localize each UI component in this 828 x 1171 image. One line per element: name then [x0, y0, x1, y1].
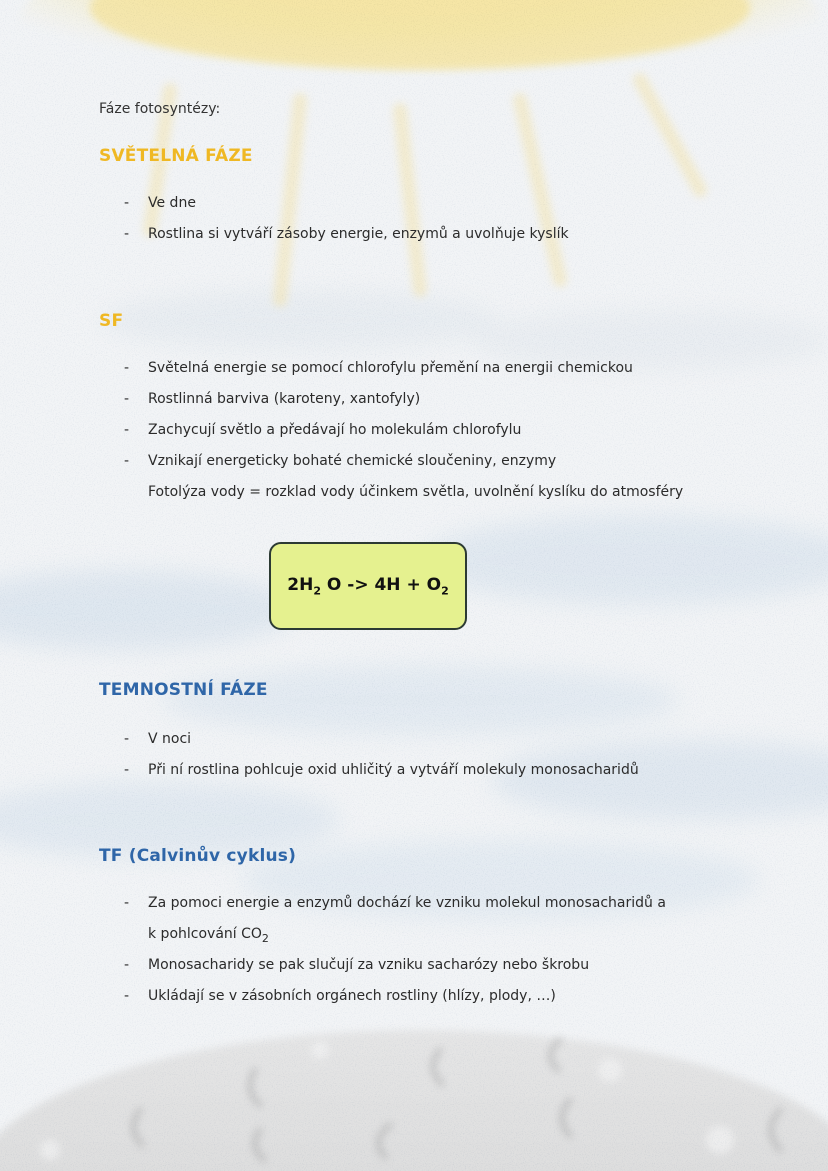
co2-subscript: 2: [261, 931, 269, 945]
list-item: - Vznikají energeticky bohaté chemické sloučeniny, enzymy: [120, 446, 683, 477]
heading-light-phase: SVĚTELNÁ FÁZE: [99, 146, 253, 166]
list-sf: [120, 353, 683, 508]
list-item: - V noci: [120, 724, 639, 755]
list-item: - Za pomoci energie a enzymů dochází ke vzniku molekul monosacharidů a: [120, 888, 666, 919]
equation-text: [287, 575, 448, 597]
list-item: - Rostlinná barviva (karoteny, xantofyly): [120, 384, 683, 415]
list-calvin-cycle: [120, 888, 666, 1012]
list-item: - Světelná energie se pomocí chlorofylu přemění na energii chemickou: [120, 353, 683, 384]
heading-sf: SF: [99, 311, 124, 331]
heading-dark-phase: TEMNOSTNÍ FÁZE: [99, 680, 268, 700]
intro-text: Fáze fotosyntézy:: [99, 101, 221, 117]
list-item: - Ve dne: [120, 188, 569, 219]
equation-box: [269, 542, 467, 630]
list-item: [120, 919, 666, 950]
list-dark-phase: [120, 724, 639, 786]
equation-subscript: 2: [441, 584, 449, 598]
list-item-text: k pohlcování CO: [148, 926, 262, 942]
list-item: Fotolýza vody = rozklad vody účinkem světla, uvolnění kyslíku do atmosféry: [148, 484, 684, 500]
heading-calvin-cycle: TF (Calvinův cyklus): [99, 846, 297, 866]
equation-part: 2H: [287, 574, 314, 595]
equation-part: O -> 4H + O: [320, 574, 442, 595]
list-item: - Zachycují světlo a předávají ho molekulám chlorofylu: [120, 415, 683, 446]
list-item: - Rostlina si vytváří zásoby energie, enzymů a uvolňuje kyslík: [120, 219, 569, 250]
list-item: - Ukládají se v zásobních orgánech rostliny (hlízy, plody, …): [120, 981, 666, 1012]
list-light-phase: [120, 188, 569, 250]
equation-subscript: 2: [313, 584, 321, 598]
list-item: - Monosacharidy se pak slučují za vzniku sacharózy nebo škrobu: [120, 950, 666, 981]
list-item: - Při ní rostlina pohlcuje oxid uhličitý a vytváří molekuly monosacharidů: [120, 755, 639, 786]
